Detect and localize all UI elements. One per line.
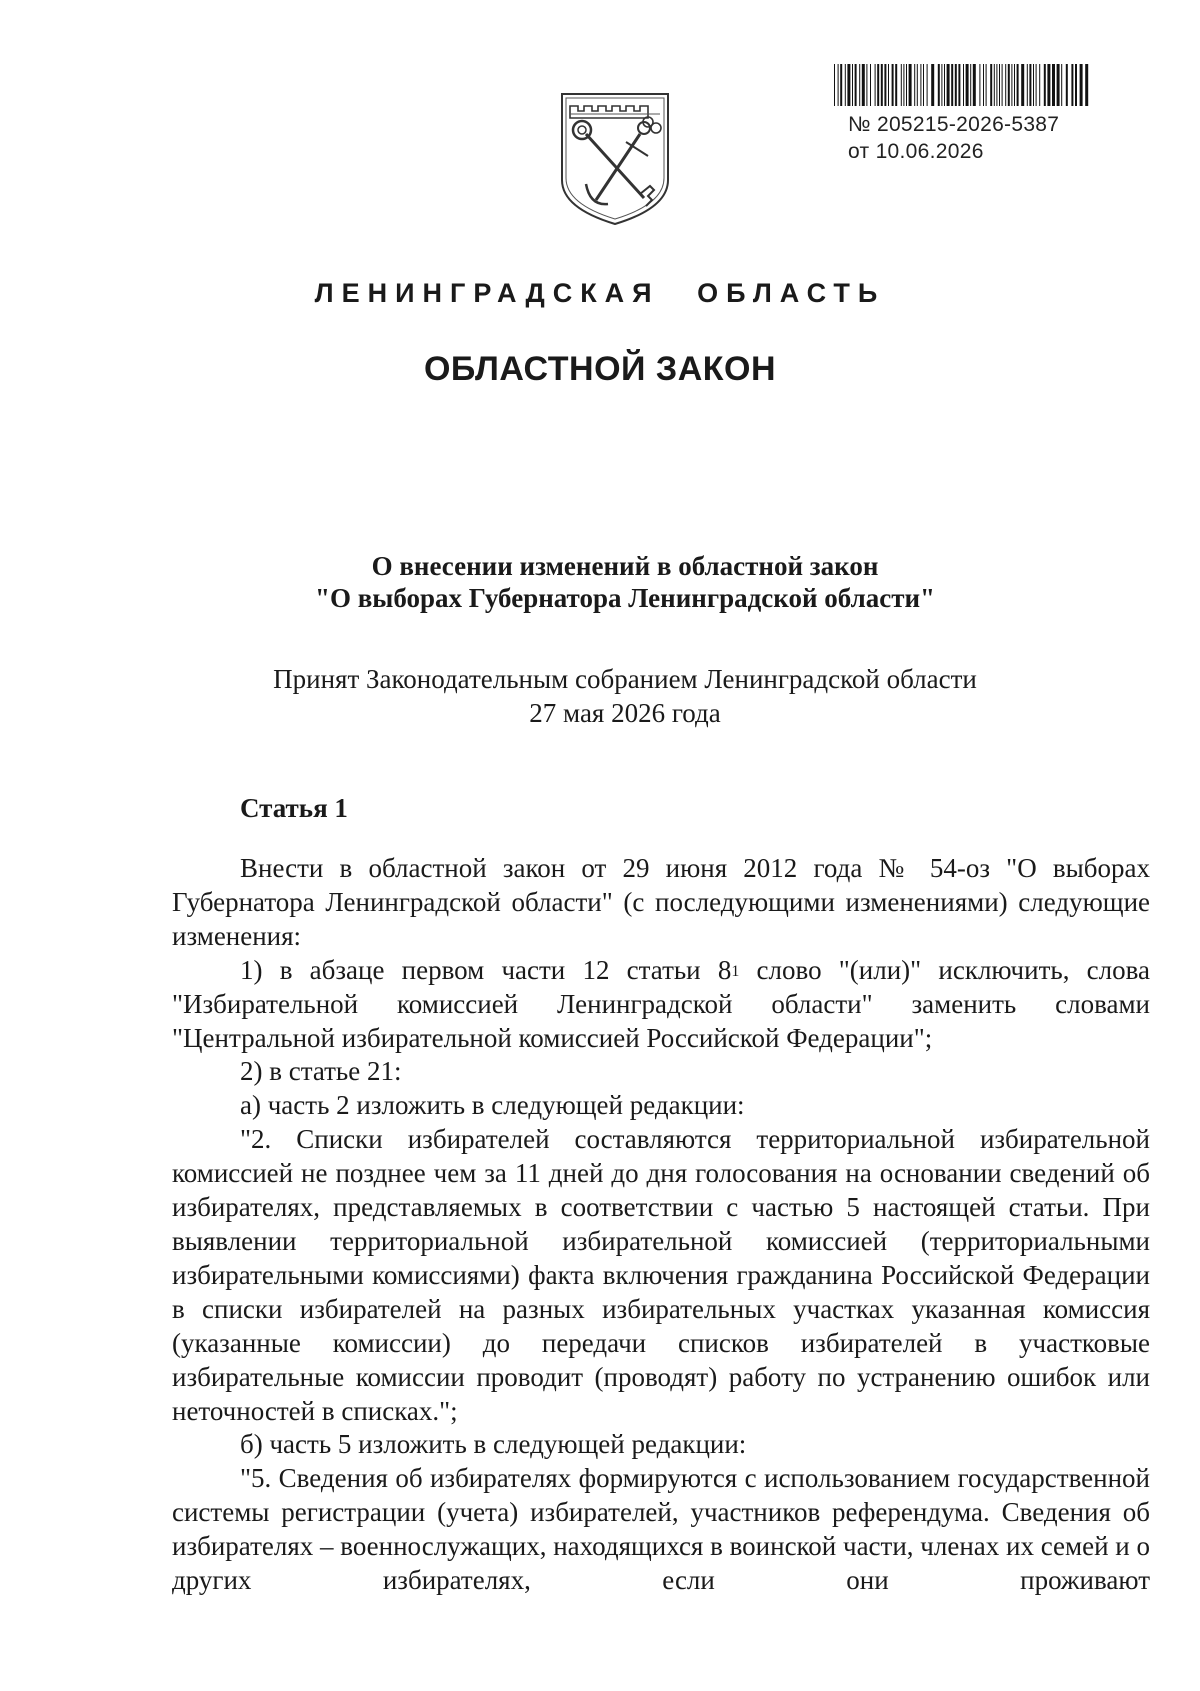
barcode-bar: [895, 64, 897, 106]
law-title-line-2: "О выборах Губернатора Ленинградской области": [314, 583, 936, 613]
barcode-bar: [917, 64, 918, 106]
barcode-bar: [1014, 64, 1015, 106]
barcode: [832, 64, 1090, 106]
barcode-bar: [994, 64, 995, 106]
barcode-bar: [1080, 64, 1083, 106]
barcode-bar: [999, 64, 1000, 106]
item-1-text-end: слово "(или)" исключить, слова "Избирательной комиссией Ленинградской области" заменить словами "Центральной избирательной комиссией Российской Федерации";: [172, 954, 1150, 1053]
paragraph-item-2b: б) часть 5 изложить в следующей редакции:: [240, 1429, 747, 1460]
barcode-bar: [955, 64, 957, 106]
barcode-bar: [1071, 64, 1073, 106]
barcode-bar: [1044, 64, 1046, 106]
barcode-bar: [906, 64, 907, 106]
barcode-bar: [1039, 64, 1040, 106]
barcode-bar: [1066, 64, 1068, 106]
barcode-bar: [1002, 64, 1003, 106]
coat-of-arms-emblem: [556, 88, 674, 228]
barcode-bar: [909, 64, 912, 106]
barcode-bar: [847, 64, 850, 106]
paragraph-item-2a: а) часть 2 изложить в следующей редакции:: [240, 1090, 745, 1121]
barcode-bar: [914, 64, 915, 106]
barcode-bar: [855, 64, 857, 106]
registration-number: № 205215-2026-5387: [848, 113, 1060, 136]
item-1-superscript: 1: [731, 962, 740, 980]
barcode-bar: [1005, 64, 1006, 106]
barcode-bar: [884, 64, 886, 106]
law-title-line-1: О внесении изменений в областной закон: [371, 551, 879, 581]
barcode-bar: [931, 64, 934, 106]
barcode-bar: [859, 64, 860, 106]
barcode-bar: [838, 64, 839, 106]
barcode-bar: [966, 64, 969, 106]
paragraph-item-2: 2) в статье 21:: [240, 1056, 402, 1087]
barcode-bar: [963, 64, 964, 106]
adoption-note-line-1: Принят Законодательным собранием Ленинградской области: [273, 664, 977, 694]
barcode-bar: [920, 64, 921, 106]
barcode-bar: [1052, 64, 1055, 106]
barcode-bar: [979, 64, 980, 106]
barcode-bar: [1075, 64, 1077, 106]
barcode-bar: [1085, 64, 1088, 106]
barcode-bar: [1011, 64, 1012, 106]
barcode-bar: [840, 64, 842, 106]
barcode-bar: [983, 64, 984, 106]
barcode-bar: [990, 64, 992, 106]
barcode-bar: [938, 64, 940, 106]
barcode-bar: [1017, 64, 1019, 106]
paragraph-intro: Внести в областной закон от 29 июня 2012 года № 54-оз "О выборах Губернатора Ленинградской области" (с последующими изменениями) следующие изменения:: [172, 853, 1150, 951]
article-body: [172, 852, 1150, 1598]
paragraph-item-1: [172, 954, 1150, 1056]
article-heading: Статья 1: [240, 793, 348, 823]
barcode-bar: [877, 64, 879, 106]
barcode-bar: [881, 64, 883, 106]
barcode-bar: [903, 64, 904, 106]
registration-date: от 10.06.2026: [848, 140, 984, 163]
barcode-bar: [1029, 64, 1031, 106]
barcode-bar: [1047, 64, 1050, 106]
region-heading: ЛЕНИНГРАДСКАЯ ОБЛАСТЬ: [314, 278, 886, 308]
barcode-bar: [888, 64, 889, 106]
barcode-bar: [947, 64, 950, 106]
barcode-bar: [973, 64, 976, 106]
barcode-bar: [941, 64, 942, 106]
barcode-bar: [944, 64, 945, 106]
barcode-bar: [958, 64, 960, 106]
barcode-bar: [834, 64, 835, 106]
barcode-bar: [866, 64, 867, 106]
barcode-bar: [927, 64, 928, 106]
paragraph-quote-part-5: "5. Сведения об избирателях формируются с использованием государственной системы регистрации (учета) избирателей, участников референдума. Сведения об избирателях – военнослужащих, находящихся в воинской части, членах их семей и о других избирателях, если они проживают: [172, 1463, 1150, 1596]
barcode-bar: [875, 64, 876, 106]
barcode-bar: [862, 64, 865, 106]
barcode-bar: [870, 64, 871, 106]
barcode-bar: [951, 64, 953, 106]
barcode-bar: [892, 64, 894, 106]
paragraph-quote-part-2: "2. Списки избирателей составляются территориальной избирательной комиссией не позднее чем за 11 дней до дня голосования на основании сведений об избирателях, представляемых в соответствии с частью 5 настоящей статьи. При выявлении территориальной избирательной комиссией (территориальными избирательными комиссиями) факта включения гражданина Российской Федерации в списки избирателей на разных избирательных участках указанная комиссия (указанные комиссии) до передачи списков избирателей в участковые избирательные комиссии проводит (проводят) работу по устранению ошибок или неточностей в списках.";: [172, 1124, 1150, 1426]
adoption-date: 27 мая 2026 года: [529, 698, 721, 728]
barcode-bar: [1008, 64, 1010, 106]
barcode-bar: [1061, 64, 1062, 106]
barcode-bar: [1057, 64, 1060, 106]
barcode-bar: [1027, 64, 1028, 106]
barcode-bar: [986, 64, 987, 106]
barcode-bar: [970, 64, 971, 106]
item-1-text-start: 1) в абзаце первом части 12 статьи 8: [240, 954, 732, 985]
barcode-bar: [923, 64, 924, 106]
barcode-bar: [1036, 64, 1037, 106]
barcode-bar: [901, 64, 902, 106]
document-type-heading: ОБЛАСТНОЙ ЗАКОН: [423, 350, 777, 388]
barcode-bar: [852, 64, 853, 106]
barcode-bar: [845, 64, 846, 106]
barcode-bar: [1033, 64, 1034, 106]
barcode-bar: [1021, 64, 1024, 106]
barcode-bar: [996, 64, 997, 106]
